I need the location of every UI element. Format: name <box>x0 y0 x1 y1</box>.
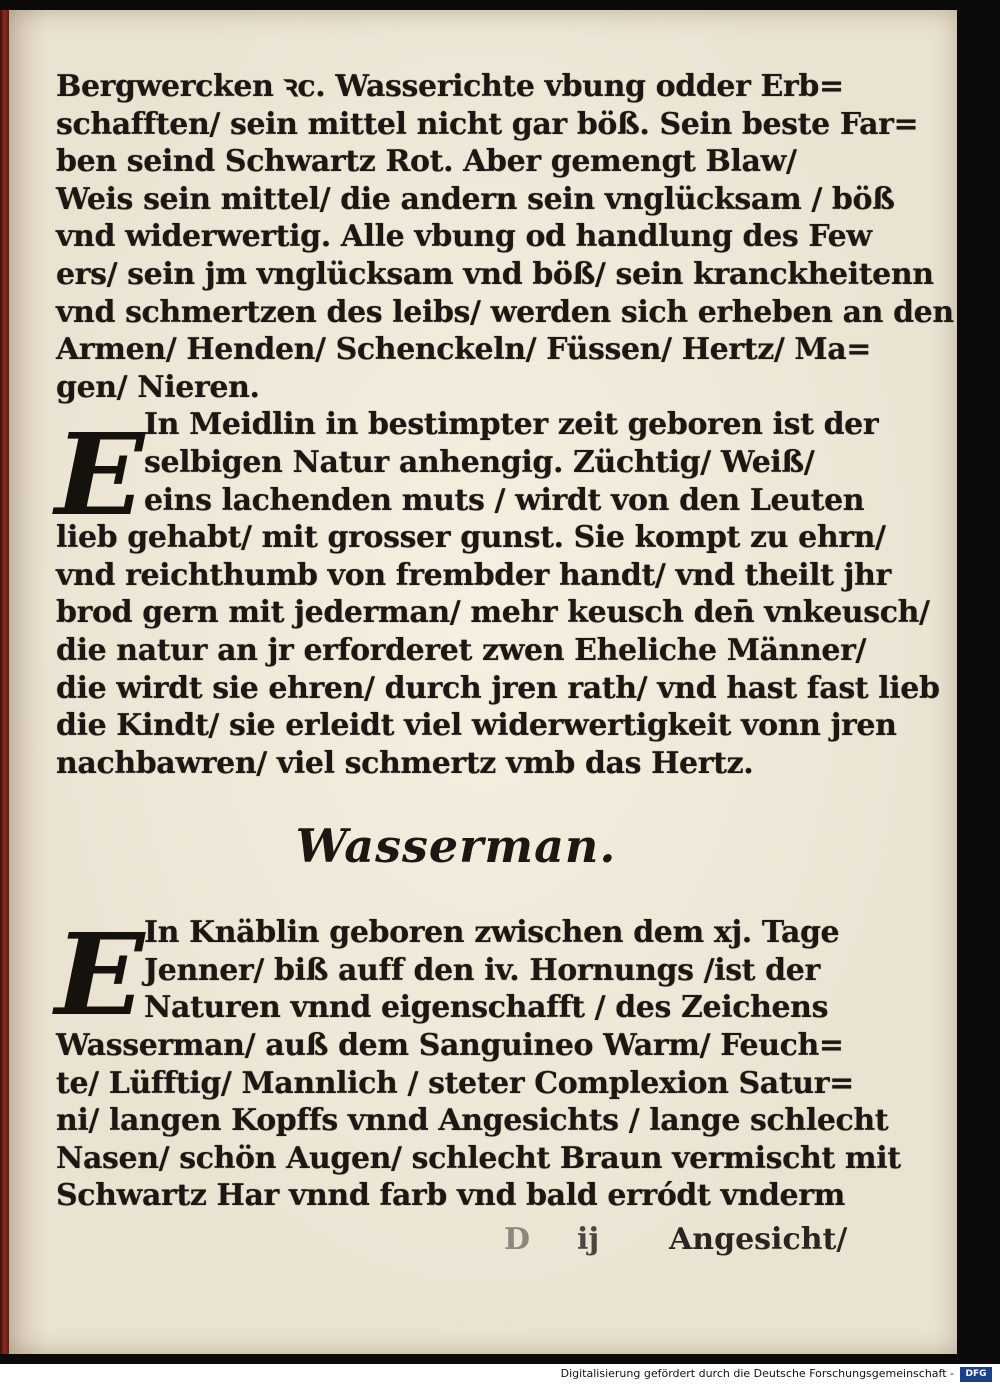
catchword: Angesicht/ <box>669 1222 848 1257</box>
footer-bar <box>0 1364 1000 1385</box>
text-line: ben seind Schwartz Rot. Aber gemengt Blaw/ <box>56 144 797 180</box>
text-line: Armen/ Henden/ Schenckeln/ Füssen/ Hertz/ Ma= <box>56 332 872 368</box>
text-line: In Meidlin in bestimpter zeit geboren ist der <box>144 407 879 443</box>
text-line: die wirdt sie ehren/ durch jren rath/ vnd hast fast lieb <box>56 670 940 706</box>
book-red-edge <box>0 10 9 1354</box>
section-heading: Wasserman. <box>295 819 617 874</box>
signature-number: ij <box>577 1222 600 1257</box>
text-line: vnd widerwertig. Alle vbung od handlung des Few <box>56 219 872 255</box>
text-line: lieb gehabt/ mit grosser gunst. Sie kompt zu ehrn/ <box>56 520 886 556</box>
text-line: te/ Lüfftig/ Mannlich / steter Complexion Satur= <box>56 1065 854 1101</box>
text-line: selbigen Natur anhengig. Züchtig/ Weiß/ <box>144 444 815 480</box>
dfg-logo-icon: DFG <box>960 1367 992 1382</box>
text-line: In Knäblin geboren zwischen dem xj. Tage <box>144 915 840 951</box>
text-line: Schwartz Har vnnd farb vnd bald erródt vnderm <box>56 1178 845 1214</box>
footer-credit: Digitalisierung gefördert durch die Deutsche Forschungsgemeinschaft - <box>560 1367 954 1380</box>
paragraph-knaeblin <box>54 910 901 1215</box>
text-line: die Kindt/ sie erleidt viel widerwertigkeit vonn jren <box>56 708 897 744</box>
text-line: Jenner/ biß auff den iv. Hornungs /ist der <box>144 952 820 988</box>
text-line: ers/ sein jm vnglücksam vnd böß/ sein kranckheitenn <box>56 256 934 292</box>
text-line: gen/ Nieren. <box>56 369 260 405</box>
signature-mark: D <box>504 1222 531 1257</box>
text-line: die natur an jr erforderet zwen Eheliche Männer/ <box>56 632 867 668</box>
page-text <box>56 68 954 1215</box>
text-line: eins lachenden muts / wirdt von den Leuten <box>144 482 865 518</box>
paragraph-meidlin <box>56 406 940 782</box>
paragraph-continuation <box>56 68 954 406</box>
text-line: Bergwercken ꝛc. Wasserichte vbung odder Erb= <box>56 69 844 104</box>
text-line: Weis sein mittel/ die andern sein vnglücksam / böß <box>56 181 895 217</box>
text-line: nachbawren/ viel schmertz vmb das Hertz. <box>56 745 754 781</box>
book-page <box>9 10 957 1354</box>
text-line: ni/ langen Kopffs vnnd Angesichts / lange schlecht <box>56 1103 889 1139</box>
text-line: schafften/ sein mittel nicht gar böß. Sein beste Far= <box>56 106 919 142</box>
decorated-initial: E <box>54 410 145 541</box>
text-line: vnd reichthumb von frembder handt/ vnd theilt jhr <box>56 557 891 593</box>
decorated-initial: E <box>54 910 145 1041</box>
text-line: Wasserman/ auß dem Sanguineo Warm/ Feuch= <box>56 1028 844 1064</box>
text-line: Naturen vnnd eigenschafft / des Zeichens <box>144 990 829 1026</box>
scan-background <box>957 10 1000 1354</box>
text-line: vnd schmertzen des leibs/ werden sich erheben an den <box>56 294 954 330</box>
text-line: Nasen/ schön Augen/ schlecht Braun vermischt mit <box>56 1140 901 1176</box>
text-line: brod gern mit jederman/ mehr keusch den̄ vnkeusch/ <box>56 595 930 631</box>
